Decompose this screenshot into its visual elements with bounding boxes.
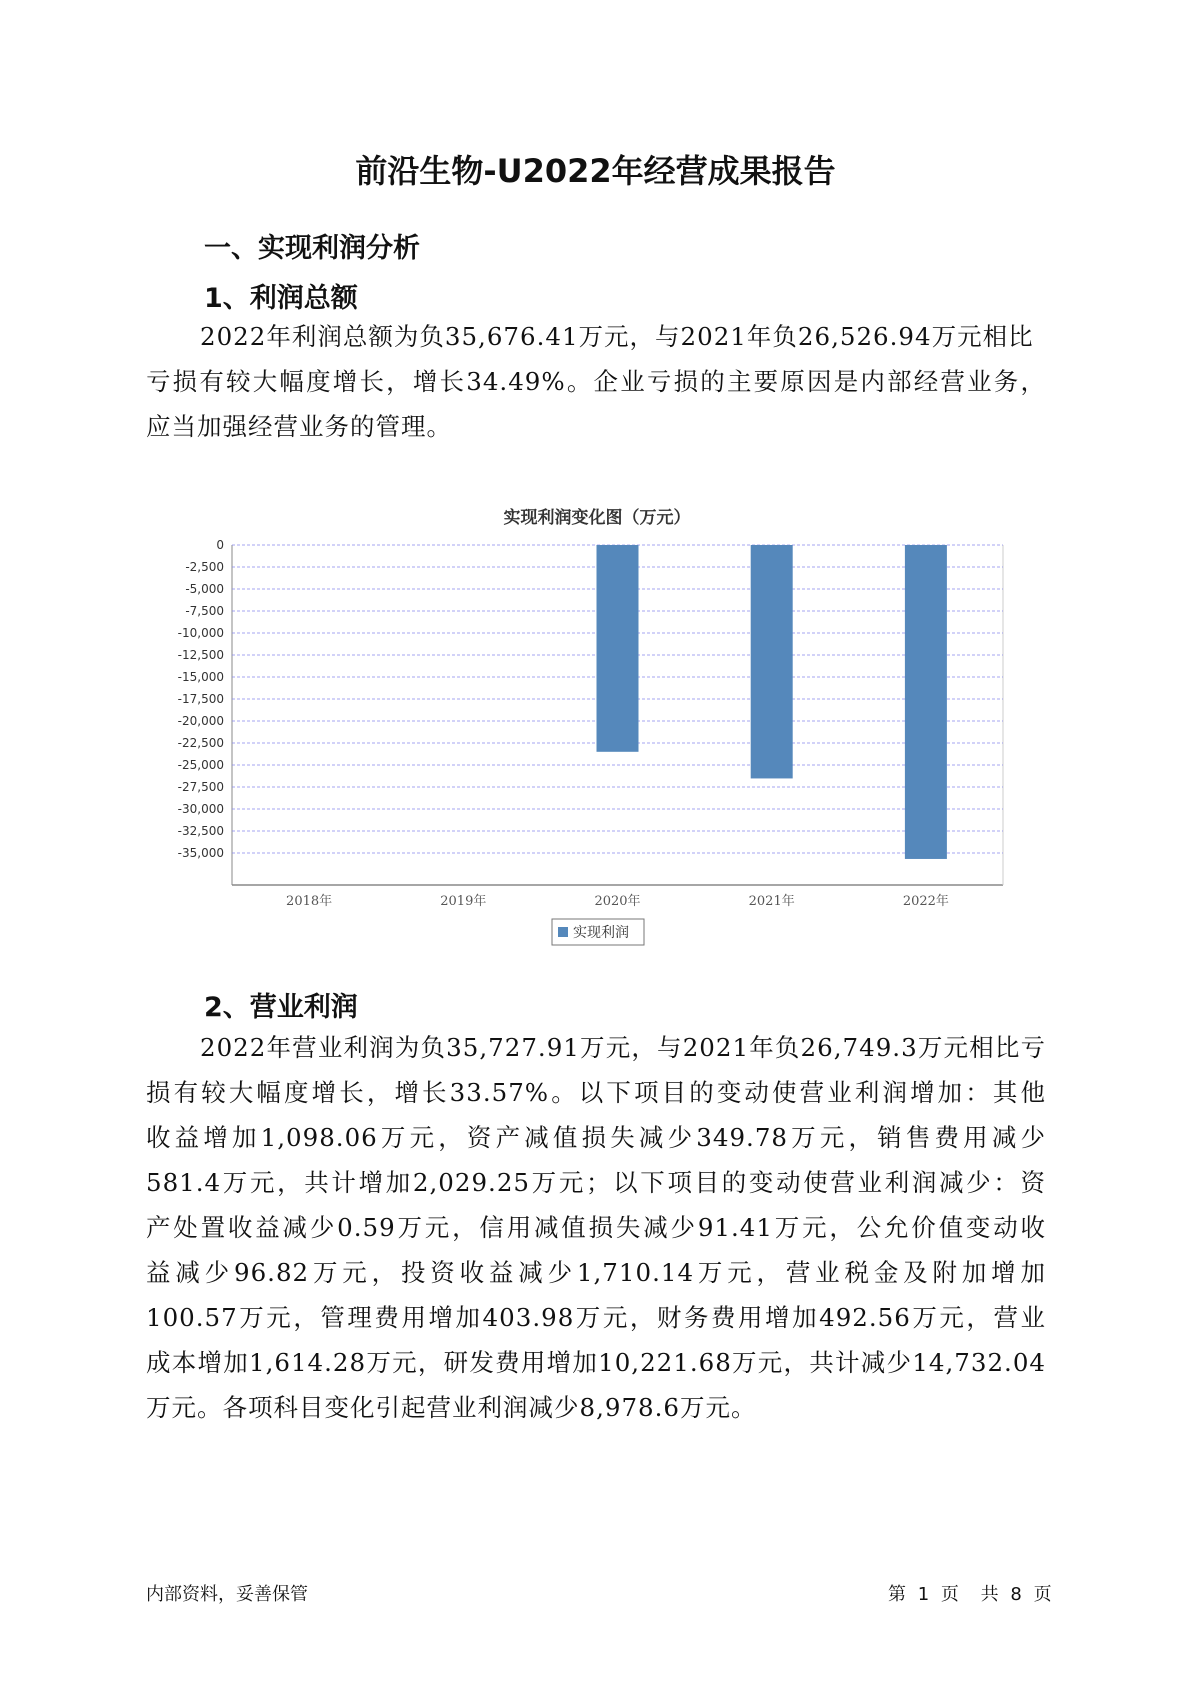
y-tick-label: -27,500: [177, 780, 224, 794]
x-tick-label: 2022年: [902, 894, 949, 909]
y-tick-label: -12,500: [177, 648, 224, 662]
page-prefix: 第: [888, 1584, 906, 1605]
page-num: 1: [917, 1584, 930, 1605]
text-line: 应当加强经营业务的管理。: [146, 412, 452, 441]
y-tick-label: -2,500: [185, 560, 224, 574]
y-tick-label: -20,000: [177, 714, 224, 728]
y-tick-label: -30,000: [177, 802, 224, 816]
y-tick-label: -35,000: [177, 846, 224, 860]
section-heading: 一、实现利润分析: [204, 233, 420, 264]
page-unit: 页: [940, 1584, 959, 1605]
page-title: 前沿生物-U2022年经营成果报告: [355, 152, 836, 190]
total-unit: 页: [1033, 1584, 1052, 1605]
legend-swatch: [558, 927, 568, 937]
text-line: 益减少96.82万元，投资收益减少1,710.14万元，营业税金及附加增加: [146, 1258, 1046, 1287]
bar-2020年: [597, 545, 639, 752]
text-line: 亏损有较大幅度增长，增长34.49%。企业亏损的主要原因是内部经营业务，: [146, 367, 1046, 396]
footer-page-number: [888, 1580, 1058, 1606]
chart-title: 实现利润变化图（万元）: [503, 508, 691, 528]
y-tick-label: -17,500: [177, 692, 224, 706]
y-tick-label: -32,500: [177, 824, 224, 838]
x-tick-label: 2020年: [594, 894, 641, 909]
bar-2022年: [905, 545, 947, 859]
total-num: 8: [1010, 1584, 1022, 1605]
x-tick-label: 2021年: [748, 894, 795, 909]
y-tick-label: -7,500: [185, 604, 224, 618]
y-tick-label: -25,000: [177, 758, 224, 772]
legend-label: 实现利润: [573, 925, 629, 941]
y-tick-label: -10,000: [177, 626, 224, 640]
footer-confidential-note: 内部资料，妥善保管: [146, 1584, 308, 1605]
text-line: 产处置收益减少0.59万元，信用减值损失减少91.41万元，公允价值变动收: [146, 1213, 1046, 1242]
y-tick-label: 0: [216, 538, 224, 552]
x-tick-label: 2019年: [440, 894, 487, 909]
x-tick-label: 2018年: [286, 894, 333, 909]
y-tick-label: -5,000: [185, 582, 224, 596]
bar-2021年: [751, 545, 793, 778]
paragraph-operating-profit: [146, 1025, 1046, 1430]
text-line: 损有较大幅度增长，增长33.57%。以下项目的变动使营业利润增加：其他: [146, 1078, 1046, 1107]
text-line: 收益增加1,098.06万元，资产减值损失减少349.78万元，销售费用减少: [146, 1123, 1046, 1152]
text-line: 2022年利润总额为负35,676.41万元，与2021年负26,526.94万元相比: [200, 322, 1034, 351]
y-tick-label: -15,000: [177, 670, 224, 684]
text-line: 成本增加1,614.28万元，研发费用增加10,221.68万元，共计减少14,732.04: [146, 1348, 1046, 1377]
total-prefix: 共: [980, 1584, 999, 1605]
subsection-heading-operating-profit: 2、营业利润: [204, 992, 358, 1023]
text-line: 100.57万元，管理费用增加403.98万元，财务费用增加492.56万元，营业: [146, 1303, 1046, 1332]
text-line: 2022年营业利润为负35,727.91万元，与2021年负26,749.3万元相比亏: [200, 1033, 1046, 1062]
subsection-heading-profit-total: 1、利润总额: [204, 283, 358, 314]
text-line: 581.4万元，共计增加2,029.25万元；以下项目的变动使营业利润减少：资: [146, 1168, 1046, 1197]
y-tick-label: -22,500: [177, 736, 224, 750]
text-line: 万元。各项科目变化引起营业利润减少8,978.6万元。: [146, 1393, 757, 1422]
